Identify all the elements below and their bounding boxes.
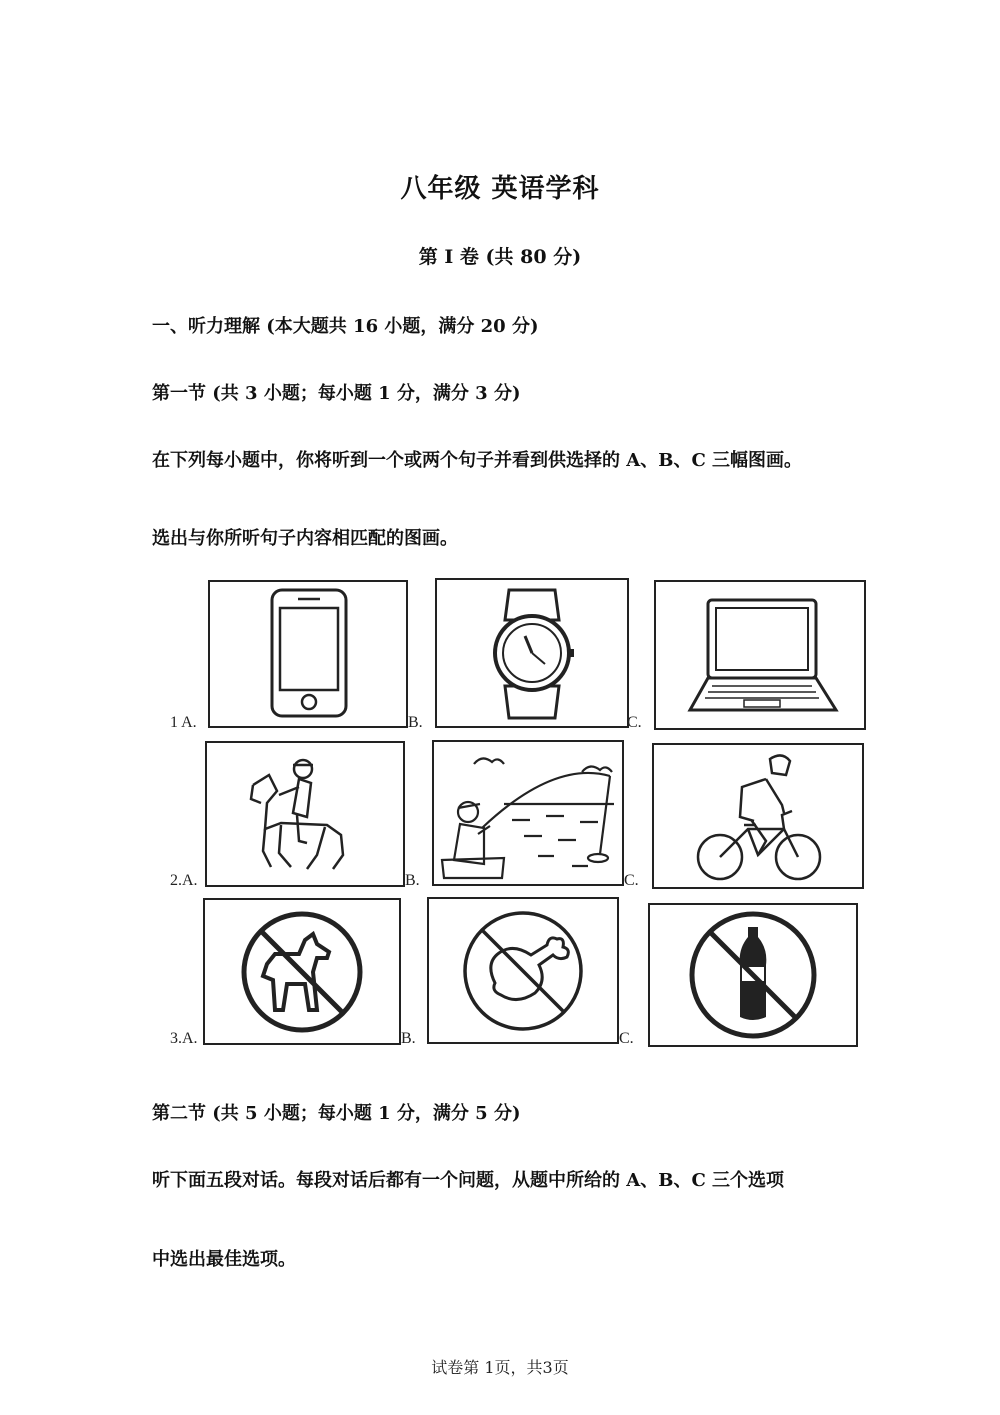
cycling-icon [654, 745, 862, 887]
fishing-icon [434, 742, 622, 884]
section2-instruction-line2: 中选出最佳选项。 [152, 1249, 296, 1270]
section2-instruction-line1: 听下面五段对话。每段对话后都有一个问题，从题中所给的 A、B、C 三个选项 [152, 1170, 785, 1191]
q1-label-a: 1 A. [170, 714, 197, 731]
q1-label-c: C. [627, 714, 642, 731]
q3-option-b-no-food [427, 897, 619, 1044]
section1-instruction-line1: 在下列每小题中，你将听到一个或两个句子并看到供选择的 A、B、C 三幅图画。 [152, 450, 803, 471]
q1-option-b-wristwatch [435, 578, 629, 728]
horse-riding-icon [207, 743, 403, 885]
q3-label-a: 3.A. [170, 1030, 198, 1047]
page-footer: 试卷第 1页，共3页 [431, 1358, 569, 1377]
section2-heading: 第二节 (共 5 小题；每小题 1 分，满分 5 分) [152, 1103, 521, 1124]
q3-option-a-no-dogs [203, 898, 401, 1045]
section1-instruction-line2: 选出与你所听句子内容相匹配的图画。 [152, 528, 458, 549]
laptop-icon [656, 582, 864, 728]
q2-label-a: 2.A. [170, 872, 198, 889]
part1-heading: 一、听力理解 (本大题共 16 小题，满分 20 分) [152, 316, 539, 337]
no-food-icon [429, 899, 617, 1042]
q2-option-c-cycling [652, 743, 864, 889]
volume-subtitle: 第 I 卷 (共 80 分) [418, 246, 582, 268]
q1-option-c-laptop [654, 580, 866, 730]
section1-heading: 第一节 (共 3 小题；每小题 1 分，满分 3 分) [152, 383, 521, 404]
q3-label-c: C. [619, 1030, 634, 1047]
no-drinks-icon [650, 905, 856, 1045]
q3-option-c-no-drinks [648, 903, 858, 1047]
watch-icon [437, 580, 627, 726]
q2-option-b-fishing [432, 740, 624, 886]
q3-label-b: B. [401, 1030, 416, 1047]
q2-option-a-horse-riding [205, 741, 405, 887]
q1-label-b: B. [408, 714, 423, 731]
document-title: 八年级 英语学科 [400, 174, 600, 204]
no-dogs-icon [205, 900, 399, 1043]
q1-option-a-smartphone [208, 580, 408, 728]
q2-label-b: B. [405, 872, 420, 889]
q2-label-c: C. [624, 872, 639, 889]
smartphone-icon [210, 582, 406, 726]
